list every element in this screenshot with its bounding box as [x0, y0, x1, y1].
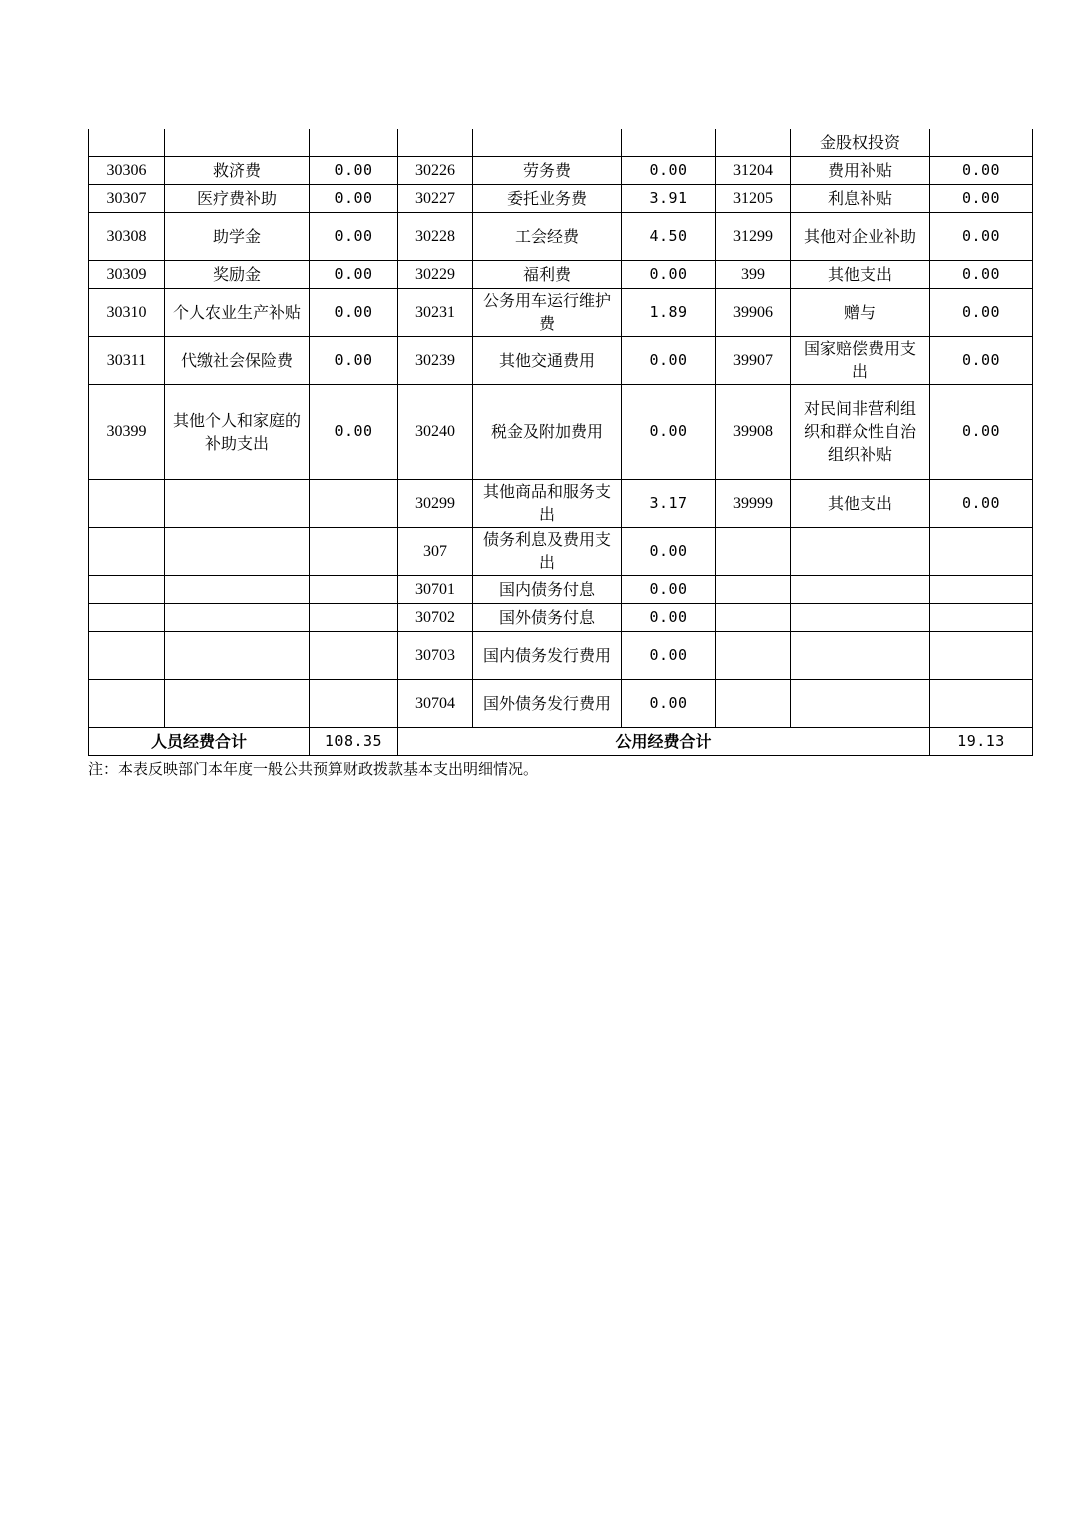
- cell-code: [89, 575, 165, 603]
- cell-amount: 0.00: [622, 384, 716, 479]
- cell-amount: 0.00: [310, 260, 398, 288]
- cell-code: [89, 631, 165, 679]
- cell-code: 30399: [89, 384, 165, 479]
- public-total-label: 公用经费合计: [398, 727, 930, 755]
- cell-code: 39906: [716, 288, 791, 336]
- table-row: [89, 603, 1033, 631]
- table-row: [89, 184, 1033, 212]
- cell-name: 国外债务付息: [473, 603, 622, 631]
- cell-amount: 0.00: [310, 384, 398, 479]
- cell-name: 奖励金: [165, 260, 310, 288]
- cell-code: [716, 129, 791, 156]
- cell-amount: [310, 631, 398, 679]
- cell-code: 30239: [398, 336, 473, 384]
- cell-code: 30703: [398, 631, 473, 679]
- cell-name: 其他交通费用: [473, 336, 622, 384]
- cell-code: [716, 527, 791, 575]
- cell-name: 赠与: [791, 288, 930, 336]
- table-row: [89, 288, 1033, 336]
- cell-name: 劳务费: [473, 156, 622, 184]
- cell-code: 30240: [398, 384, 473, 479]
- cell-code: [716, 679, 791, 727]
- cell-name: 国家赔偿费用支出: [791, 336, 930, 384]
- cell-code: 30308: [89, 212, 165, 260]
- cell-code: 30702: [398, 603, 473, 631]
- cell-amount: 0.00: [930, 184, 1033, 212]
- cell-amount: 0.00: [622, 603, 716, 631]
- table-row: [89, 384, 1033, 479]
- cell-name: 费用补贴: [791, 156, 930, 184]
- cell-code: 39999: [716, 479, 791, 527]
- cell-amount: 0.00: [622, 679, 716, 727]
- table-row: [89, 129, 1033, 156]
- cell-code: 30229: [398, 260, 473, 288]
- cell-amount: [310, 129, 398, 156]
- cell-name: 助学金: [165, 212, 310, 260]
- cell-code: [89, 479, 165, 527]
- table-row: [89, 679, 1033, 727]
- cell-code: 30228: [398, 212, 473, 260]
- cell-code: 30310: [89, 288, 165, 336]
- table-row: [89, 156, 1033, 184]
- cell-name: [791, 527, 930, 575]
- cell-code: [89, 679, 165, 727]
- cell-name: [791, 575, 930, 603]
- cell-name: 税金及附加费用: [473, 384, 622, 479]
- cell-amount: 1.89: [622, 288, 716, 336]
- cell-amount: [930, 575, 1033, 603]
- cell-amount: [310, 575, 398, 603]
- cell-code: 30226: [398, 156, 473, 184]
- totals-row: [89, 727, 1033, 755]
- cell-amount: 0.00: [930, 260, 1033, 288]
- cell-name: 个人农业生产补贴: [165, 288, 310, 336]
- cell-name: [791, 603, 930, 631]
- cell-code: 39907: [716, 336, 791, 384]
- cell-amount: 0.00: [930, 479, 1033, 527]
- cell-code: [89, 527, 165, 575]
- cell-code: 30231: [398, 288, 473, 336]
- cell-name: 公务用车运行维护费: [473, 288, 622, 336]
- cell-amount: 0.00: [310, 184, 398, 212]
- cell-name: 利息补贴: [791, 184, 930, 212]
- table-row: [89, 631, 1033, 679]
- cell-name: 金股权投资: [791, 129, 930, 156]
- cell-code: [89, 603, 165, 631]
- cell-code: 307: [398, 527, 473, 575]
- cell-name: 工会经费: [473, 212, 622, 260]
- cell-name: 医疗费补助: [165, 184, 310, 212]
- cell-name: 委托业务费: [473, 184, 622, 212]
- table-row: [89, 575, 1033, 603]
- cell-amount: 3.91: [622, 184, 716, 212]
- cell-name: 其他支出: [791, 260, 930, 288]
- cell-amount: [310, 527, 398, 575]
- table-row: [89, 336, 1033, 384]
- cell-code: 30299: [398, 479, 473, 527]
- cell-name: 国内债务付息: [473, 575, 622, 603]
- cell-name: [165, 129, 310, 156]
- cell-code: [398, 129, 473, 156]
- cell-code: 31299: [716, 212, 791, 260]
- cell-name: 其他支出: [791, 479, 930, 527]
- cell-name: [165, 575, 310, 603]
- cell-amount: 0.00: [310, 336, 398, 384]
- cell-amount: 4.50: [622, 212, 716, 260]
- cell-amount: [930, 603, 1033, 631]
- cell-code: [716, 631, 791, 679]
- table-footnote: 注：本表反映部门本年度一般公共预算财政拨款基本支出明细情况。: [88, 760, 539, 778]
- table-row: [89, 260, 1033, 288]
- cell-name: [165, 631, 310, 679]
- cell-amount: [930, 679, 1033, 727]
- cell-amount: 0.00: [930, 384, 1033, 479]
- cell-code: 30701: [398, 575, 473, 603]
- cell-name: 其他个人和家庭的补助支出: [165, 384, 310, 479]
- cell-amount: 0.00: [622, 156, 716, 184]
- cell-name: [165, 527, 310, 575]
- cell-code: 399: [716, 260, 791, 288]
- cell-amount: [310, 479, 398, 527]
- cell-amount: 0.00: [622, 527, 716, 575]
- cell-amount: [622, 129, 716, 156]
- cell-amount: 0.00: [622, 631, 716, 679]
- cell-name: 代缴社会保险费: [165, 336, 310, 384]
- basic-expenditure-table: [88, 129, 1033, 756]
- cell-amount: 0.00: [930, 156, 1033, 184]
- cell-amount: 3.17: [622, 479, 716, 527]
- cell-name: [791, 679, 930, 727]
- cell-code: 30227: [398, 184, 473, 212]
- cell-amount: 0.00: [310, 156, 398, 184]
- cell-amount: [310, 603, 398, 631]
- cell-name: [791, 631, 930, 679]
- cell-code: [716, 575, 791, 603]
- cell-name: 其他商品和服务支出: [473, 479, 622, 527]
- cell-name: 国外债务发行费用: [473, 679, 622, 727]
- cell-name: [473, 129, 622, 156]
- cell-code: 30704: [398, 679, 473, 727]
- cell-amount: [310, 679, 398, 727]
- cell-name: 其他对企业补助: [791, 212, 930, 260]
- cell-code: 30311: [89, 336, 165, 384]
- cell-amount: [930, 527, 1033, 575]
- cell-name: 国内债务发行费用: [473, 631, 622, 679]
- cell-amount: 0.00: [310, 212, 398, 260]
- cell-code: 30306: [89, 156, 165, 184]
- cell-amount: 0.00: [622, 260, 716, 288]
- cell-name: 对民间非营利组织和群众性自治组织补贴: [791, 384, 930, 479]
- cell-name: 债务利息及费用支出: [473, 527, 622, 575]
- cell-code: 31204: [716, 156, 791, 184]
- cell-code: [716, 603, 791, 631]
- cell-code: 30307: [89, 184, 165, 212]
- cell-name: [165, 603, 310, 631]
- table-row: [89, 212, 1033, 260]
- cell-amount: 0.00: [930, 336, 1033, 384]
- table-row: [89, 527, 1033, 575]
- cell-amount: 0.00: [622, 575, 716, 603]
- cell-amount: 0.00: [622, 336, 716, 384]
- personnel-total-value: 108.35: [310, 727, 398, 755]
- cell-amount: [930, 129, 1033, 156]
- cell-name: [165, 479, 310, 527]
- cell-amount: 0.00: [930, 212, 1033, 260]
- cell-code: [89, 129, 165, 156]
- cell-name: 救济费: [165, 156, 310, 184]
- cell-code: 30309: [89, 260, 165, 288]
- cell-name: 福利费: [473, 260, 622, 288]
- cell-amount: 0.00: [930, 288, 1033, 336]
- cell-code: 39908: [716, 384, 791, 479]
- cell-amount: 0.00: [310, 288, 398, 336]
- cell-code: 31205: [716, 184, 791, 212]
- cell-name: [165, 679, 310, 727]
- personnel-total-label: 人员经费合计: [89, 727, 310, 755]
- table-row: [89, 479, 1033, 527]
- cell-amount: [930, 631, 1033, 679]
- public-total-value: 19.13: [930, 727, 1033, 755]
